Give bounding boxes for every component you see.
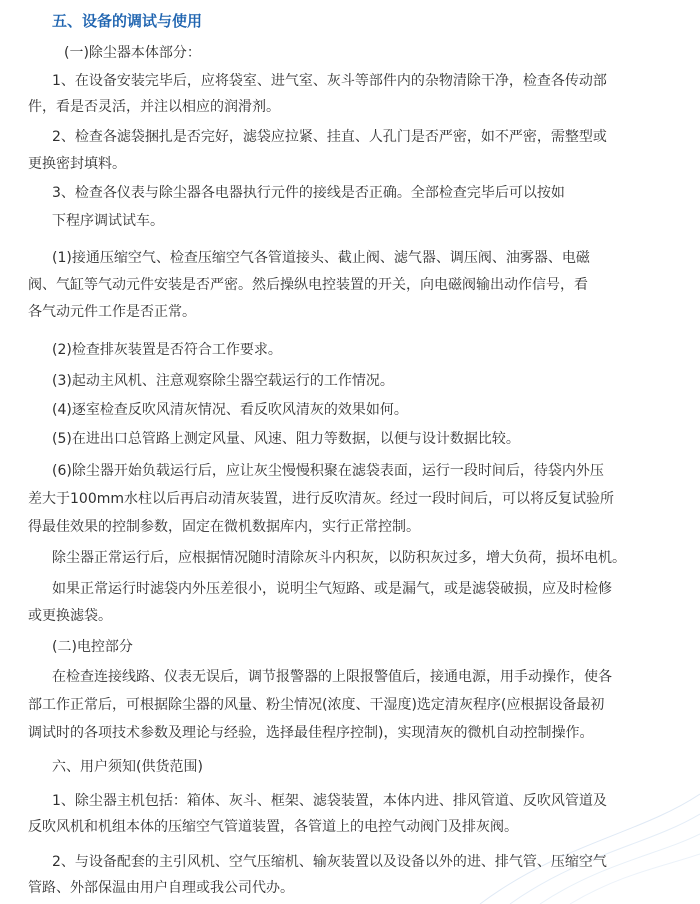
text-line: 部工作正常后，可根据除尘器的风量、粉尘情况(浓度、干湿度)选定清灰程序(应根据设备最初 (28, 697, 605, 713)
text-line: (5)在进出口总管路上测定风量、风速、阻力等数据，以便与设计数据比较。 (52, 431, 520, 447)
subsection-heading: 六、用户须知(供货范围) (52, 759, 203, 775)
text-line: 或更换滤袋。 (28, 608, 112, 624)
text-line: 如果正常运行时滤袋内外压差很小，说明尘气短路、或是漏气，或是滤袋破损，应及时检修 (52, 581, 612, 597)
text-line: 差大于100mm水柱以后再启动清灰装置，进行反吹清灰。经过一段时间后，可以将反复试验所 (28, 491, 614, 507)
text-line: (4)逐室检查反吹风清灰情况、看反吹风清灰的效果如何。 (52, 402, 408, 418)
text-line: 1、除尘器主机包括：箱体、灰斗、框架、滤袋装置，本体内进、排风管道、反吹风管道及 (52, 793, 607, 809)
text-line: 下程序调试试车。 (52, 213, 164, 229)
text-line: 2、检查各滤袋捆扎是否完好，滤袋应拉紧、挂直、人孔门是否严密，如不严密，需整型或 (52, 129, 607, 145)
text-line: 件，看是否灵活，并注以相应的润滑剂。 (28, 99, 280, 115)
text-line: 更换密封填料。 (28, 156, 126, 172)
text-line: 反吹风机和机组本体的压缩空气管道装置，各管道上的电控气动阀门及排灰阀。 (28, 819, 518, 835)
text-line: 3、检查各仪表与除尘器各电器执行元件的接线是否正确。全部检查完毕后可以按如 (52, 185, 565, 201)
subsection-heading: (一)除尘器本体部分： (64, 45, 201, 61)
text-line: 阀、气缸等气动元件安装是否严密。然后操纵电控装置的开关，向电磁阀输出动作信号，看 (28, 277, 588, 293)
text-line: (1)接通压缩空气、检查压缩空气各管道接头、截止阀、滤气器、调压阀、油雾器、电磁 (52, 250, 590, 266)
text-line: (2)检查排灰装置是否符合工作要求。 (52, 342, 282, 358)
subsection-heading: (二)电控部分 (52, 639, 133, 655)
text-line: 管路、外部保温由用户自理或我公司代办。 (28, 880, 294, 896)
text-line: 各气动元件工作是否正常。 (28, 304, 196, 320)
text-line: 调试时的各项技术参数及理论与经验，选择最佳程序控制)，实现清灰的微机自动控制操作。 (28, 725, 594, 741)
text-line: 2、与设备配套的主引风机、空气压缩机、输灰装置以及设备以外的进、排气管、压缩空气 (52, 854, 607, 870)
text-line: (6)除尘器开始负载运行后，应让灰尘慢慢积聚在滤袋表面，运行一段时间后，待袋内外压 (52, 463, 604, 479)
section-heading: 五、设备的调试与使用 (52, 12, 203, 30)
text-line: (3)起动主风机、注意观察除尘器空载运行的工作情况。 (52, 373, 394, 389)
text-line: 除尘器正常运行后，应根据情况随时清除灰斗内积灰，以防积灰过多，增大负荷，损坏电机。 (52, 550, 626, 566)
text-line: 1、在设备安装完毕后，应将袋室、进气室、灰斗等部件内的杂物清除干净，检查各传动部 (52, 73, 607, 89)
text-line: 在检查连接线路、仪表无误后，调节报警器的上限报警值后，接通电源，用手动操作，使各 (52, 669, 612, 685)
text-line: 得最佳效果的控制参数，固定在微机数据库内，实行正常控制。 (28, 519, 420, 535)
